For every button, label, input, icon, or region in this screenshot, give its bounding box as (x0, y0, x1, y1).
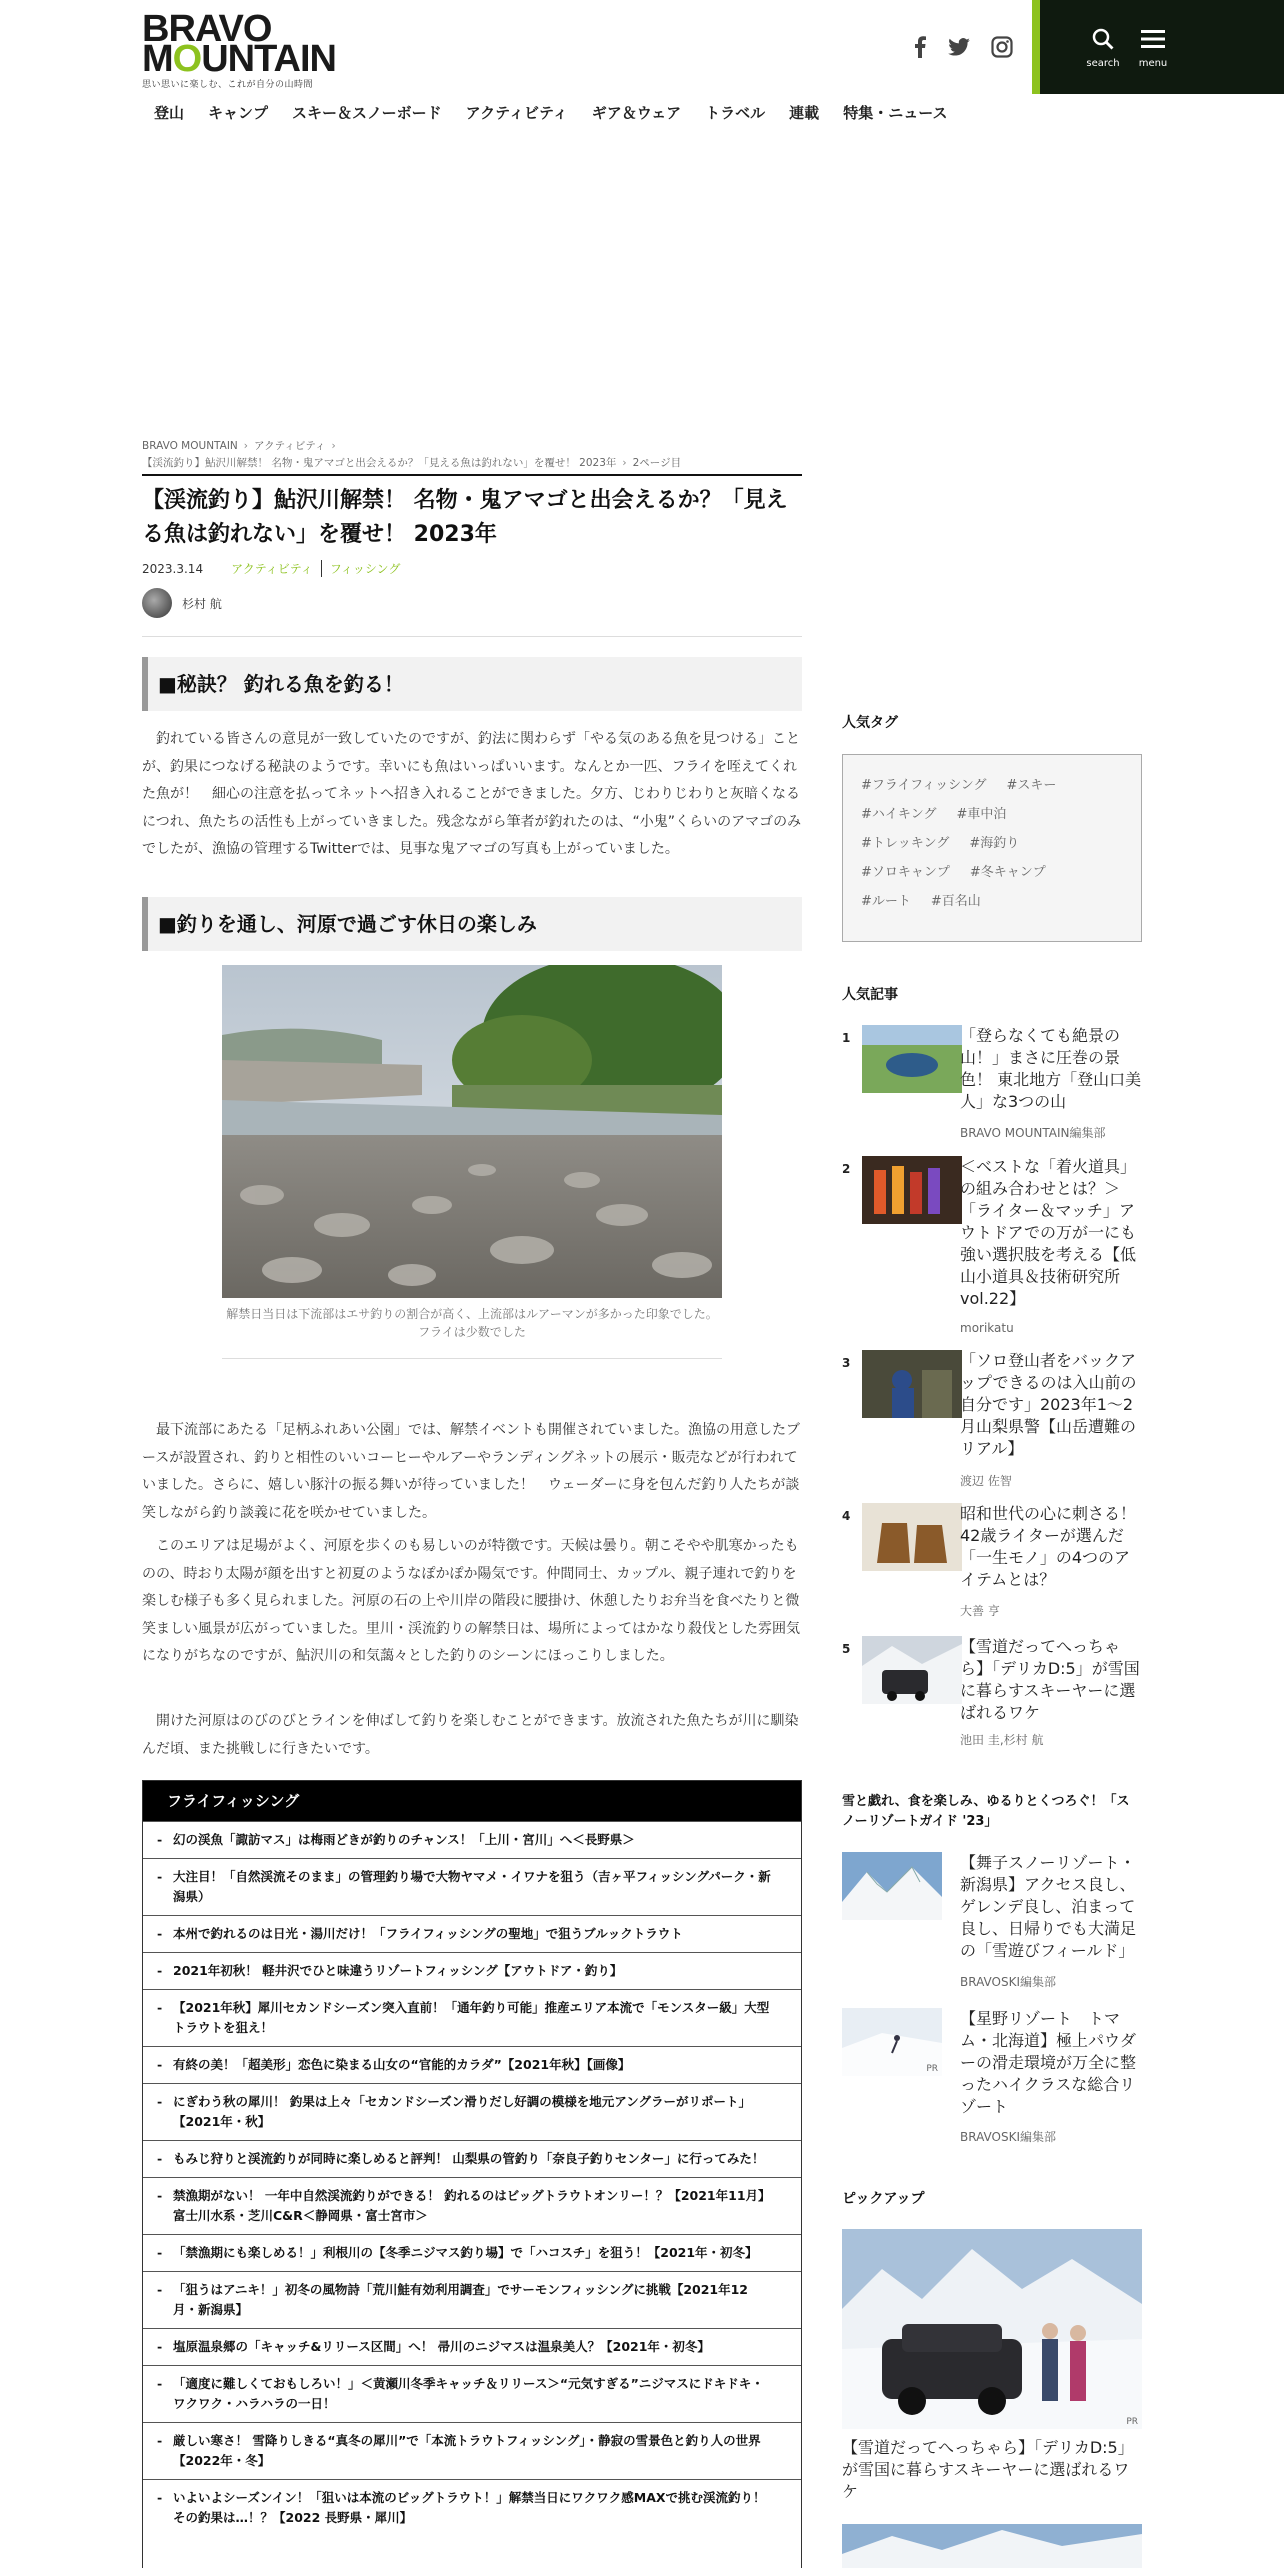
tag-link[interactable]: #スキー (1006, 778, 1057, 793)
tag-cloud (842, 754, 1142, 942)
breadcrumb-current: 2ページ目 (632, 457, 682, 469)
ranking-thumbnail (862, 1503, 962, 1571)
body-paragraph: 釣れている皆さんの意見が一致していたのですが、釣法に関わらず「やる気のある魚を見つける」ことが、釣果につなげる秘訣のようです。幸いにも魚はいっぱいいます。なんとか一匹、フライを咥えてくれた魚が！ 細心の注意を払ってネットへ招き入れることができました。夕方、じわりじわりと灰暗くなるにつれ、魚たちの活性も上がっていきました。残念ながら筆者が釣れたのは、“小鬼”くらいのアマゴのみでしたが、漁協の管理するTwitterでは、見事な鬼アマゴの写真も上がっていました。 (142, 731, 802, 857)
search-icon (1092, 28, 1114, 50)
tag-link[interactable]: #フライフィッシング (861, 778, 987, 793)
tag-link[interactable]: #ソロキャンプ (861, 865, 950, 880)
header-actions (1032, 0, 1284, 94)
main-nav (142, 100, 959, 130)
ranking-thumbnail (862, 1156, 962, 1224)
ski-article-title: 【舞子スノーリゾート・新潟県】アクセス良し、ゲレンデ良し、泊まって良し、日帰りでも大満足の「雪遊びフィールド」 (960, 1853, 1137, 1960)
ranking-author: 渡辺 佐智 (960, 1474, 1012, 1488)
ranking-thumbnail (862, 1636, 962, 1704)
related-heading: フライフィッシング (143, 1781, 801, 1821)
related-link[interactable]: - もみじ狩りと渓流釣りが同時に楽しめると評判！ 山梨県の管釣り「奈良子釣りセンター」に行ってみた！ (143, 2140, 801, 2177)
breadcrumb: BRAVO MOUNTAIN › アクティビティ › 【渓流釣り】鮎沢川解禁！ 名物・鬼アマゴと出会えるか？「見える魚は釣れない」を覆せ！ 2023年 › 2ページ目 (142, 440, 682, 469)
ranking-item[interactable] (842, 1156, 1142, 1336)
instagram-icon[interactable] (985, 30, 1019, 64)
ski-article-author: BRAVOSKI編集部 (960, 1975, 1056, 1989)
nav-item[interactable]: アクティビティ (465, 104, 568, 122)
title-rule (142, 474, 802, 476)
related-link[interactable]: - 禁漁期がない！ 一年中自然渓流釣りができる！ 釣れるのはビッグトラウトオンリー！？【2021年11月】富士川水系・芝川C&R＜静岡県・富士宮市＞ (143, 2177, 801, 2234)
section-heading: ■釣りを通し、河原で過ごす休日の楽しみ (142, 897, 802, 951)
tags-heading: 人気タグ (842, 715, 898, 731)
logo-line2: MOUNTAIN (142, 38, 336, 80)
ranking-author: 大善 亨 (960, 1604, 1000, 1618)
tag-link[interactable]: #ルート (861, 894, 911, 909)
related-link[interactable]: - 有終の美！「超美形」恋色に染まる山女の“官能的カラダ”【2021年秋】【画像】 (143, 2046, 801, 2083)
ski-article-author: BRAVOSKI編集部 (960, 2130, 1056, 2144)
photo-caption: 解禁日当日は下流部はエサ釣りの割合が高く、上流部はルアーマンが多かった印象でした。フライは少数でした (226, 1307, 718, 1339)
related-link[interactable]: - 大注目！「自然渓流そのまま」の管理釣り場で大物ヤマメ・イワナを狙う（吉ヶ平フィッシングパーク・新潟県） (143, 1858, 801, 1915)
ski-article-item[interactable] (842, 1852, 1142, 2002)
site-logo[interactable] (142, 8, 352, 90)
nav-item[interactable]: スキー＆スノーボード (292, 104, 442, 122)
ranking-author: morikatu (960, 1321, 1014, 1335)
pr-label: PR (1126, 2417, 1138, 2427)
ranking-thumbnail (862, 1025, 962, 1093)
menu-label: menu (1138, 58, 1168, 69)
related-link[interactable]: - 本州で釣れるのは日光・湯川だけ！「フライフィッシングの聖地」で狙うブルックトラウト (143, 1915, 801, 1952)
ranking-author: BRAVO MOUNTAIN編集部 (960, 1126, 1106, 1140)
logo-tagline: 思い思いに楽しむ、これが自分の山時間 (142, 80, 314, 90)
ranking-item[interactable] (842, 1350, 1142, 1490)
ranking-thumbnail (862, 1350, 962, 1418)
pickup-title[interactable]: 【雪道だってへっちゃら】「デリカD:5」が雪国に暮らすスキーヤーに選ばれるワケ (842, 2438, 1134, 2501)
related-link[interactable]: - 「適度に難しくておもしろい！」＜黄瀬川冬季キャッチ＆リリース＞“元気すぎる”ニジマスにドキドキ・ワクワク・ハラハラの一日！ (143, 2365, 801, 2422)
menu-button[interactable] (1128, 28, 1178, 78)
tag-link[interactable]: #冬キャンプ (969, 865, 1046, 880)
ranking-number: 3 (842, 1356, 851, 1370)
hamburger-icon (1141, 28, 1165, 50)
ranking-title: 昭和世代の心に刺さる！42歳ライターが選んだ「一生モノ」の4つのアイテムとは？ (960, 1504, 1137, 1589)
logo-line1: BRAVO (142, 8, 272, 50)
tag-link[interactable]: #トレッキング (861, 836, 950, 851)
pr-label: PR (926, 2064, 938, 2074)
ranking-title: 「ソロ登山者をバックアップできるのは入山前の自分です」2023年1〜2月山梨県警【山岳遭難のリアル】 (960, 1351, 1137, 1458)
nav-item[interactable]: キャンプ (208, 104, 269, 122)
nav-item[interactable]: トラベル (705, 104, 766, 122)
ranking-heading: 人気記事 (842, 987, 898, 1003)
ranking-number: 5 (842, 1642, 851, 1656)
nav-item[interactable]: ギア＆ウェア (591, 104, 682, 122)
ski-guide-heading: 雪と戯れ、食を楽しみ、ゆるりとくつろぐ！「スノーリゾートガイド '23」 (842, 1794, 1130, 1829)
article-title: 【渓流釣り】鮎沢川解禁！ 名物・鬼アマゴと出会えるか？「見える魚は釣れない」を覆せ！ 2023年 (142, 488, 788, 547)
body-paragraph: 開けた河原はのびのびとラインを伸ばして釣りを楽しむことができます。放流された魚たちが川に馴染んだ頃、また挑戦しに行きたいです。 (142, 1713, 799, 1757)
category-link[interactable]: アクティビティ (231, 562, 313, 576)
nav-item[interactable]: 特集・ニュース (843, 104, 948, 122)
ski-article-title: 【星野リゾート トマム・北海道】極上パウダーの滑走環境が万全に整ったハイクラスな総合リゾート (960, 2009, 1137, 2116)
ranking-number: 2 (842, 1162, 851, 1176)
twitter-icon[interactable] (942, 30, 976, 64)
related-link[interactable]: - にぎわう秋の犀川！ 釣果は上々「セカンドシーズン滑りだし好調の模様を地元アングラーがリポート」【2021年・秋】 (143, 2083, 801, 2140)
ranking-number: 1 (842, 1031, 851, 1045)
facebook-icon[interactable] (903, 30, 937, 64)
pickup-heading: ピックアップ (842, 2191, 925, 2207)
article-meta (142, 560, 802, 577)
ranking-item[interactable] (842, 1636, 1142, 1756)
breadcrumb-item[interactable]: アクティビティ (254, 440, 326, 452)
ranking-title: 【雪道だってへっちゃら】「デリカD:5」が雪国に暮らすスキーヤーに選ばれるワケ (960, 1637, 1140, 1722)
body-paragraph: 最下流部にあたる「足柄ふれあい公園」では、解禁イベントも開催されていました。漁協の用意したブースが設置され、釣りと相性のいいコーヒーやルアーやランディングネットの展示・販売などが行われていました。さらに、嬉しい豚汁の振る舞いが待っていました！ ウェーダーに身を包んだ釣り人たちが談笑しながら釣り談義に花を咲かせていました。 (142, 1422, 800, 1521)
avatar (142, 588, 172, 618)
related-links-box (142, 1780, 802, 2568)
site-header (0, 0, 1284, 94)
category-link[interactable]: フィッシング (321, 560, 409, 577)
body-paragraph: このエリアは足場がよく、河原を歩くのも易しいのが特徴です。天候は曇り。朝こそやや肌寒かったものの、時おり太陽が顔を出すと初夏のようなぽかぽか陽気です。仲間同士、カップル、親子連れで釣りを楽しむ様子も多く見られました。河原の石の上や川岸の階段に腰掛け、休憩したりお弁当を食べたりと微笑ましい風景が広がっていました。里川・渓流釣りの解禁日は、場所によってはかなり殺伐とした雰囲気になりがちなのですが、鮎沢川の和気藹々とした釣りのシーンにほっこりしました。 (142, 1538, 800, 1664)
ranking-item[interactable] (842, 1025, 1142, 1145)
tag-link[interactable]: #車中泊 (956, 807, 1007, 822)
search-button[interactable] (1078, 28, 1128, 78)
breadcrumb-item[interactable]: BRAVO MOUNTAIN (142, 440, 238, 452)
search-label: search (1086, 58, 1120, 69)
related-link[interactable]: - 【2021年秋】犀川セカンドシーズン突入直前！「通年釣り可能」推産エリア本流で「モンスター級」大型トラウトを狙え！ (143, 1989, 801, 2046)
pickup-image-2[interactable] (842, 2524, 1142, 2568)
header-accent (1032, 0, 1040, 94)
pickup-image[interactable] (842, 2229, 1142, 2429)
related-link[interactable]: - 「狙うはアニキ！」初冬の風物詩「荒川鮭有効利用調査」でサーモンフィッシングに挑戦【2021年12月・新潟県】 (143, 2271, 801, 2328)
tag-link[interactable]: #海釣り (969, 836, 1020, 851)
related-link[interactable]: - 幻の渓魚「諏訪マス」は梅雨どきが釣りのチャンス！「上川・宮川」へ＜長野県＞ (143, 1821, 801, 1858)
nav-item[interactable]: 連載 (789, 104, 820, 122)
ranking-number: 4 (842, 1509, 851, 1523)
related-link[interactable]: - 塩原温泉郷の「キャッチ&リリース区間」へ！ 帚川のニジマスは温泉美人？【2021年・初冬】 (143, 2328, 801, 2365)
ski-thumbnail (842, 2008, 942, 2076)
ski-article-item[interactable] (842, 2008, 1142, 2148)
river-photo (222, 965, 722, 1298)
author-name: 杉村 航 (182, 596, 222, 611)
meta-divider (142, 636, 802, 637)
ranking-item[interactable] (842, 1503, 1142, 1623)
tag-link[interactable]: #ハイキング (861, 807, 937, 822)
related-link[interactable]: - 2021年初秋！ 軽井沢でひと味違うリゾートフィッシング【アウトドア・釣り】 (143, 1952, 801, 1989)
nav-item[interactable]: 登山 (154, 104, 185, 122)
ranking-title: 「登らなくても絶景の山！」まさに圧巻の景色！ 東北地方「登山口美人」な3つの山 (960, 1026, 1142, 1111)
ranking-author: 池田 圭,杉村 航 (960, 1733, 1044, 1747)
breadcrumb-item[interactable]: 【渓流釣り】鮎沢川解禁！ 名物・鬼アマゴと出会えるか？「見える魚は釣れない」を覆せ！ 2023年 (142, 457, 617, 469)
section-heading: ■秘訣？ 釣れる魚を釣る！ (142, 657, 802, 711)
article-date: 2023.3.14 (142, 561, 204, 576)
author-block[interactable] (142, 588, 222, 618)
ranking-title: ＜ベストな「着火道具」の組み合わせとは？＞「ライター＆マッチ」アウトドアでの万が一にも強い選択肢を考える【低山小道具＆技術研究所 vol.22】 (960, 1157, 1137, 1308)
tag-link[interactable]: #百名山 (930, 894, 981, 909)
caption-divider (222, 1358, 722, 1359)
related-link[interactable]: - 厳しい寒さ！ 雪降りしきる“真冬の犀川”で「本流トラウトフィッシング」・静寂の雪景色と釣り人の世界【2022年・冬】 (143, 2422, 801, 2479)
ski-thumbnail (842, 1852, 942, 1920)
related-link[interactable]: - 「禁漁期にも楽しめる！」利根川の【冬季ニジマス釣り場】で「ハコスチ」を狙う！【2021年・初冬】 (143, 2234, 801, 2271)
related-link[interactable]: - いよいよシーズンイン！「狙いは本流のビッグトラウト！」解禁当日にワクワク感MAXで挑む渓流釣り！ その釣果は…！？【2022 長野県・犀川】 (143, 2479, 801, 2536)
